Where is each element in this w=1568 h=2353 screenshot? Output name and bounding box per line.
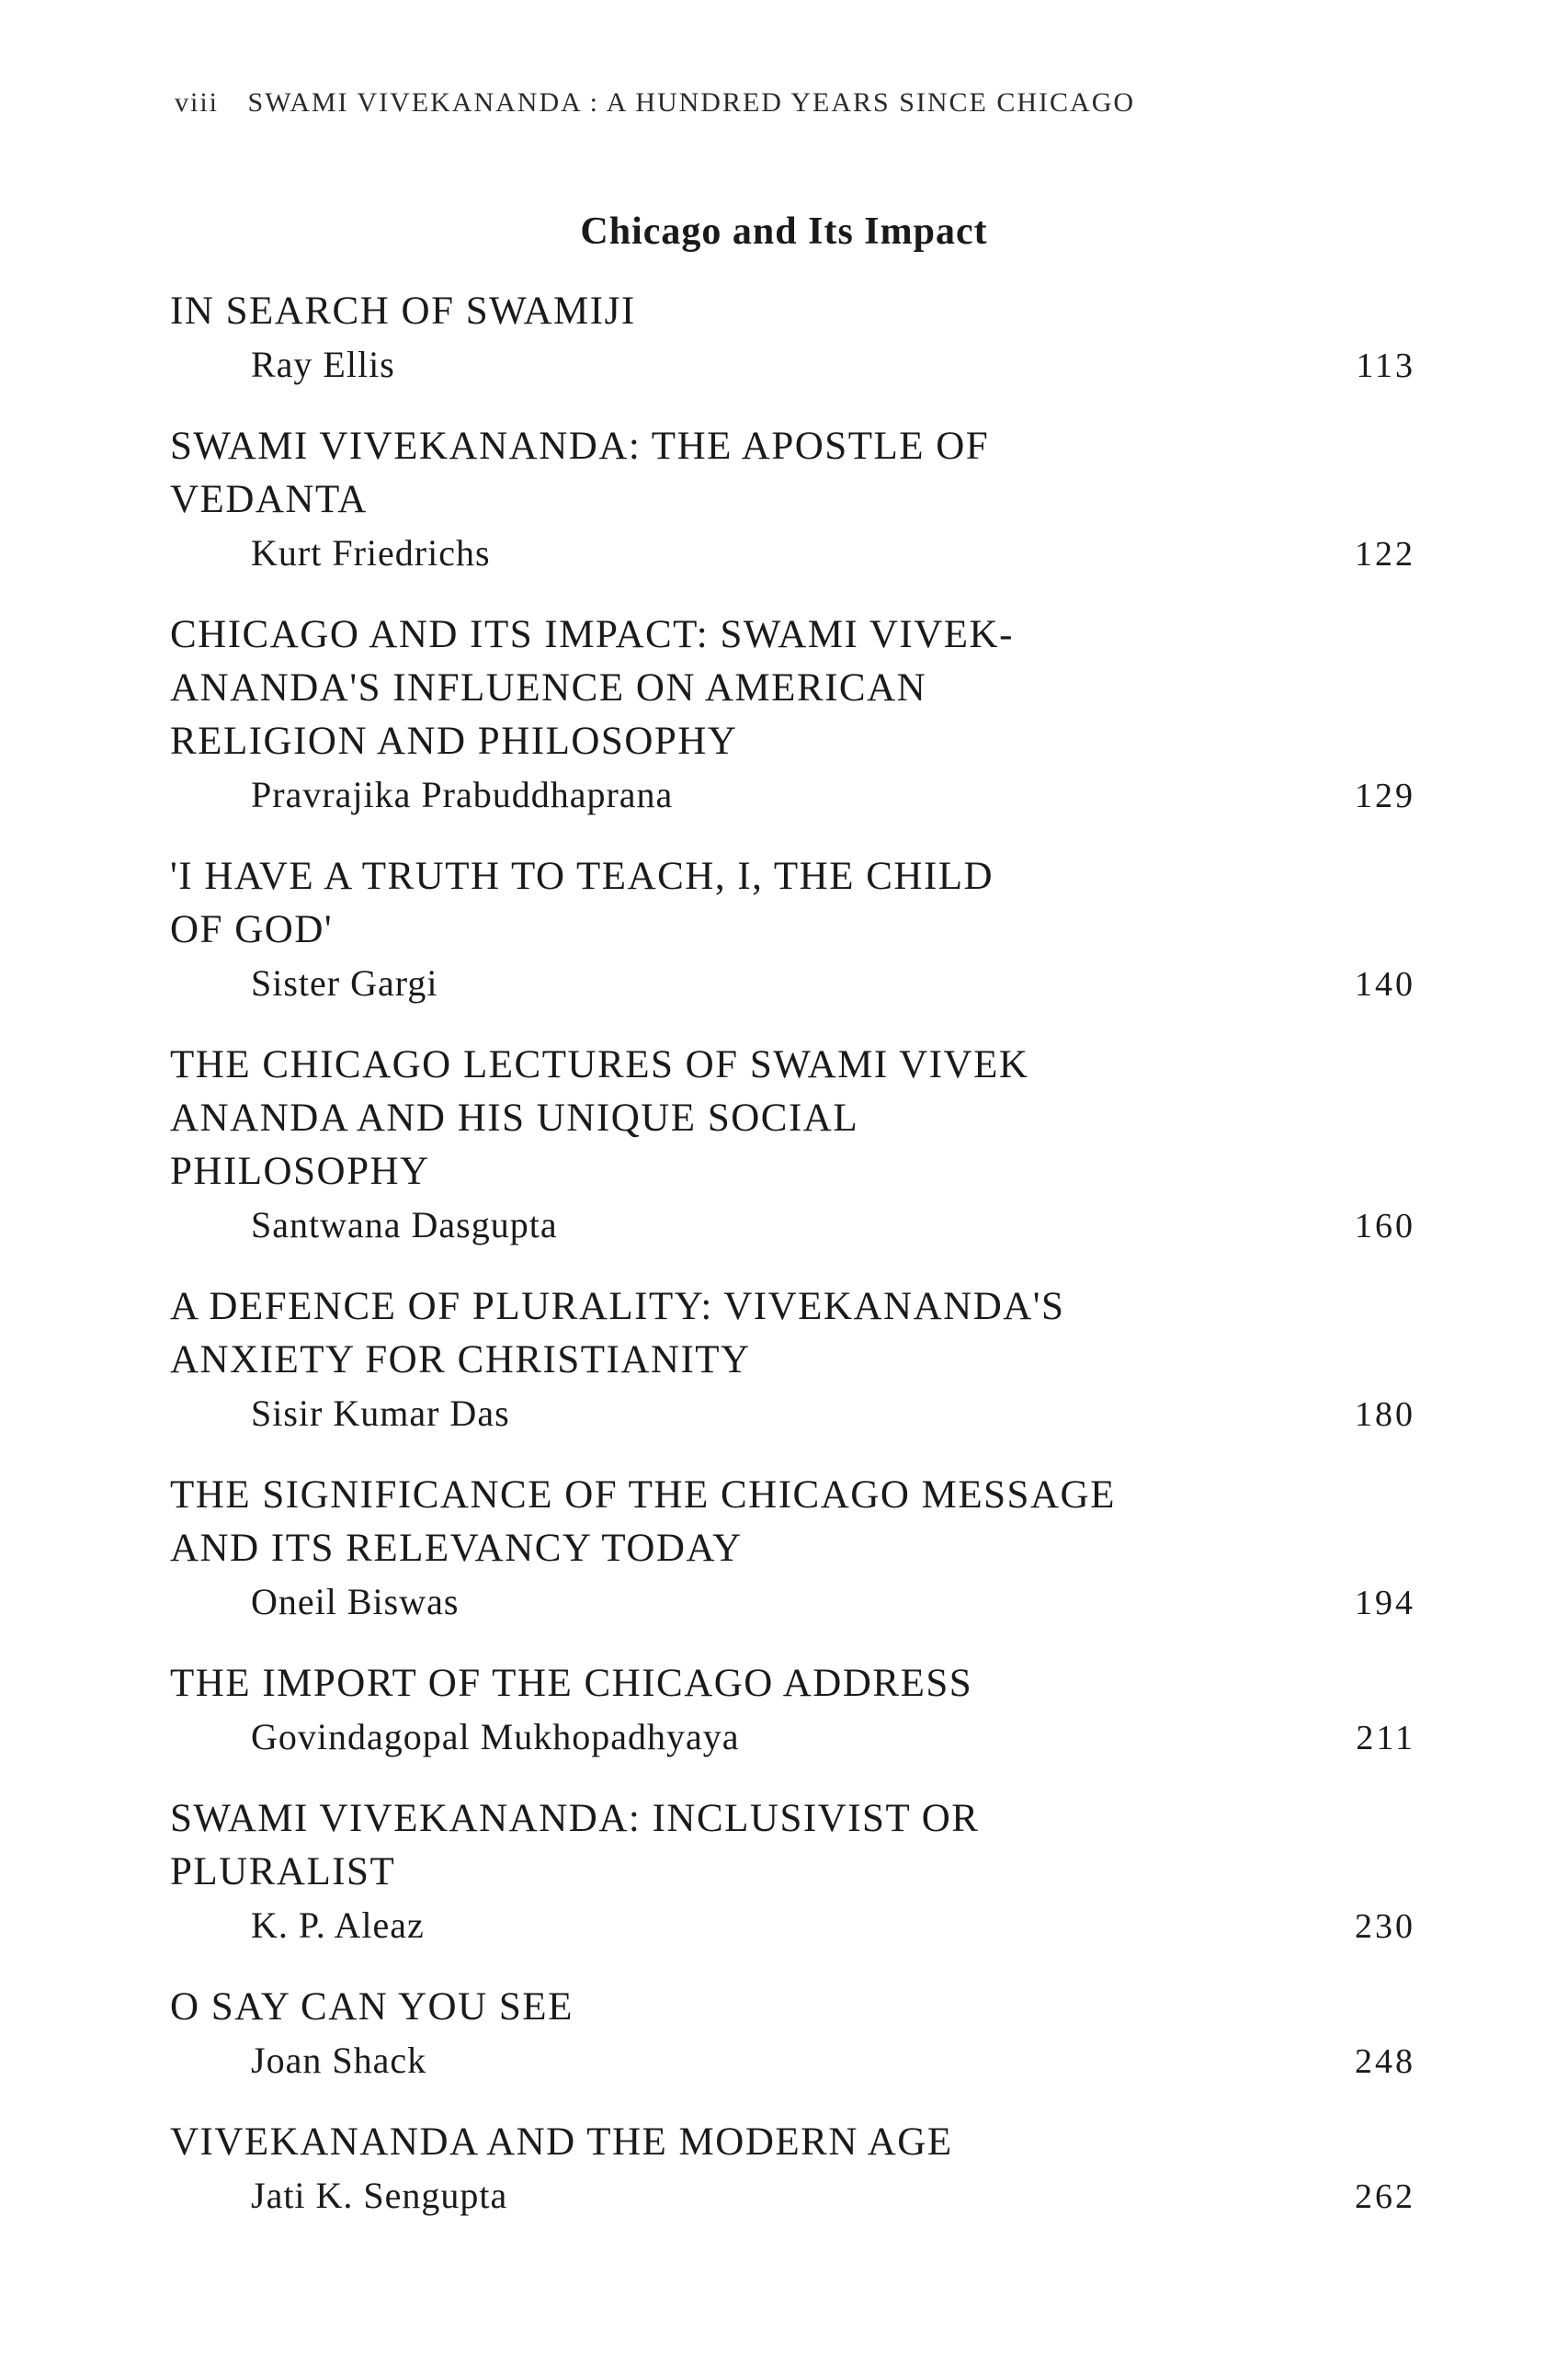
- entry-title-line: THE CHICAGO LECTURES OF SWAMI VIVEK: [170, 1043, 1029, 1086]
- entry-title-line: AND ITS RELEVANCY TODAY: [170, 1527, 743, 1570]
- entry-title: [170, 1039, 1227, 1199]
- entry-page-number: 113: [1356, 347, 1415, 385]
- entry-author-row: [170, 1899, 1415, 1953]
- entry-page-number: 248: [1355, 2042, 1415, 2081]
- entry-title-line: 'I HAVE A TRUTH TO TEACH, I, THE CHILD: [170, 855, 994, 898]
- entry-page-number: 129: [1355, 777, 1415, 815]
- entry-author-row: [170, 768, 1415, 823]
- entry-author-row: [170, 1711, 1415, 1765]
- entry-author-row: [170, 527, 1415, 581]
- entry-author-row: [170, 1387, 1415, 1441]
- entry-author: Ray Ellis: [251, 344, 395, 385]
- entry-page-number: 194: [1355, 1584, 1415, 1622]
- entry-title: [170, 285, 1227, 338]
- entry-title: [170, 608, 1227, 768]
- entry-title-line: SWAMI VIVEKANANDA: INCLUSIVIST OR: [170, 1797, 980, 1840]
- entry-title-line: THE SIGNIFICANCE OF THE CHICAGO MESSAGE: [170, 1473, 1116, 1517]
- entry-title-line: THE IMPORT OF THE CHICAGO ADDRESS: [170, 1662, 973, 1705]
- entry-author-row: [170, 1199, 1415, 1253]
- entry-title: [170, 2116, 1227, 2169]
- entry-author-row: [170, 957, 1415, 1011]
- entry-title-line: O SAY CAN YOU SEE: [170, 1985, 574, 2029]
- entry-title-line: SWAMI VIVEKANANDA: THE APOSTLE OF: [170, 425, 990, 468]
- entry-author-row: [170, 2169, 1415, 2223]
- entry-author: Santwana Dasgupta: [251, 1204, 558, 1245]
- entry-author: Joan Shack: [251, 2040, 427, 2081]
- page-folio: viii: [175, 87, 220, 118]
- entry-title-line: VEDANTA: [170, 478, 368, 521]
- entry-title-line: VIVEKANANDA AND THE MODERN AGE: [170, 2120, 953, 2164]
- running-head: [175, 87, 1135, 119]
- toc-entry: [170, 850, 1415, 1011]
- entry-title: [170, 1792, 1227, 1899]
- toc-entry: [170, 1981, 1415, 2088]
- entry-page-number: 180: [1355, 1395, 1415, 1434]
- entry-page-number: 230: [1355, 1907, 1415, 1946]
- entry-author: Kurt Friedrichs: [251, 532, 491, 574]
- entry-author: Pravrajika Prabuddhaprana: [251, 774, 674, 815]
- entry-title: [170, 420, 1227, 527]
- entry-page-number: 262: [1355, 2177, 1415, 2216]
- toc-entry: [170, 1792, 1415, 1953]
- toc-entry: [170, 1280, 1415, 1441]
- entry-page-number: 140: [1355, 965, 1415, 1004]
- entry-author: Jati K. Sengupta: [251, 2175, 508, 2216]
- entry-title: [170, 850, 1227, 957]
- entry-title-line: A DEFENCE OF PLURALITY: VIVEKANANDA'S: [170, 1285, 1065, 1328]
- entry-title-line: ANANDA'S INFLUENCE ON AMERICAN: [170, 666, 927, 710]
- entry-author-row: [170, 1575, 1415, 1630]
- entry-title-line: OF GOD': [170, 908, 334, 951]
- entry-title: [170, 1280, 1227, 1387]
- entry-title-line: CHICAGO AND ITS IMPACT: SWAMI VIVEK-: [170, 613, 1014, 656]
- toc-entry: [170, 2116, 1415, 2223]
- entry-author: Govindagopal Mukhopadhyaya: [251, 1716, 740, 1757]
- table-of-contents: [170, 285, 1415, 2251]
- entry-title-line: ANANDA AND HIS UNIQUE SOCIAL: [170, 1097, 859, 1140]
- toc-entry: [170, 1039, 1415, 1253]
- entry-title: [170, 1981, 1227, 2034]
- toc-entry: [170, 420, 1415, 581]
- entry-title-line: PHILOSOPHY: [170, 1150, 430, 1193]
- toc-entry: [170, 1469, 1415, 1630]
- entry-title-line: ANXIETY FOR CHRISTIANITY: [170, 1338, 751, 1381]
- entry-page-number: 211: [1356, 1719, 1415, 1757]
- entry-author: Sisir Kumar Das: [251, 1392, 510, 1434]
- entry-author-row: [170, 2034, 1415, 2088]
- entry-title: [170, 1469, 1227, 1575]
- entry-author: Oneil Biswas: [251, 1581, 460, 1622]
- toc-entry: [170, 1657, 1415, 1765]
- entry-title-line: RELIGION AND PHILOSOPHY: [170, 720, 738, 763]
- entry-author: K. P. Aleaz: [251, 1904, 425, 1946]
- entry-page-number: 122: [1355, 535, 1415, 574]
- entry-author-row: [170, 338, 1415, 392]
- entry-title: [170, 1657, 1227, 1711]
- entry-title-line: IN SEARCH OF SWAMIJI: [170, 290, 636, 333]
- entry-page-number: 160: [1355, 1207, 1415, 1245]
- entry-title-line: PLURALIST: [170, 1850, 396, 1893]
- running-title: SWAMI VIVEKANANDA : A HUNDRED YEARS SINCE CHICAGO: [247, 87, 1136, 118]
- section-title: Chicago and Its Impact: [580, 210, 988, 253]
- entry-author: Sister Gargi: [251, 962, 438, 1004]
- toc-entry: [170, 285, 1415, 392]
- toc-entry: [170, 608, 1415, 823]
